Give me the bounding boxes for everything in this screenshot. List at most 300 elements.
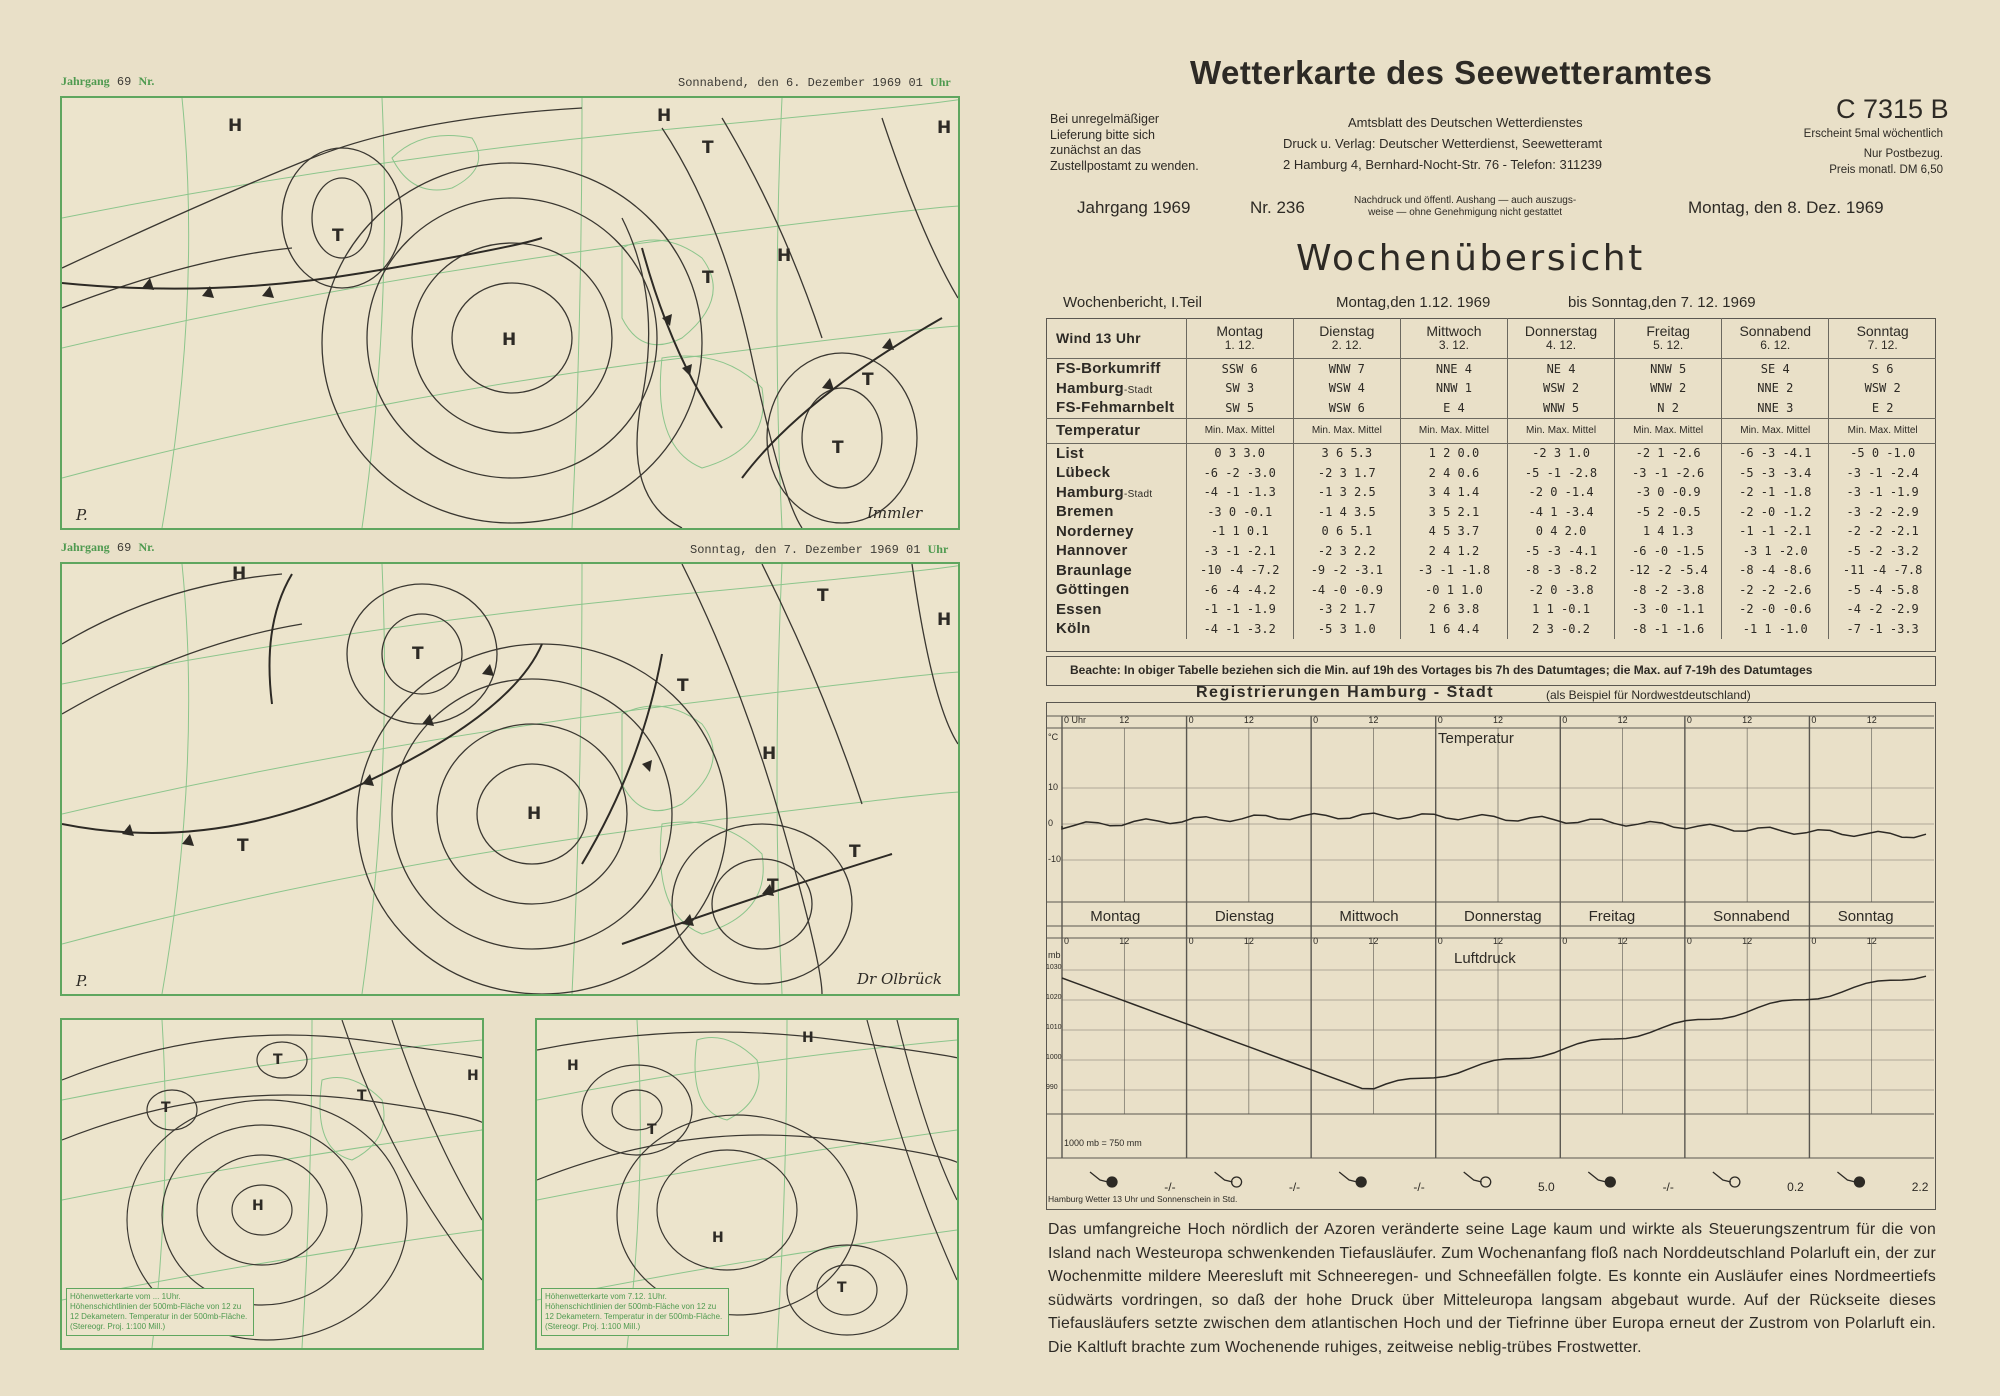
issue-date: Montag, den 8. Dez. 1969	[1688, 198, 1884, 217]
map4-low-label: T	[837, 1280, 847, 1296]
temp-value: -2 -1 -1.8	[1722, 483, 1829, 503]
day-date: 3. 12.	[1438, 338, 1469, 352]
hour-tick: 0	[1188, 936, 1194, 946]
station-suffix: -Stadt	[1123, 384, 1153, 396]
map2-date: Sonntag, den 7. Dezember 1969 01	[690, 543, 921, 557]
weather-symbol-icon	[1232, 1177, 1242, 1187]
station-name	[1046, 522, 1186, 542]
temp-subheader: Min. Max. Mittel	[1400, 418, 1507, 443]
map1-date-line	[678, 75, 951, 90]
wind-value: N 2	[1615, 398, 1722, 418]
map2-low-label: T	[412, 644, 424, 664]
hour-tick: 12	[1617, 936, 1628, 946]
station-name	[1046, 600, 1186, 620]
temperature-curve	[1062, 813, 1926, 838]
day-header	[1722, 318, 1829, 359]
weather-label: Hamburg Wetter 13 Uhr und Sonnenschein in Std.	[1048, 1194, 1238, 1204]
temp-value: -2 0 -1.4	[1507, 483, 1614, 503]
day-name: Sonnabend	[1739, 323, 1812, 339]
map1-low-label: T	[702, 268, 714, 288]
upper-air-map-2	[535, 1018, 959, 1350]
temp-value: -6 -3 -4.1	[1722, 443, 1829, 463]
reprint-note	[1354, 195, 1576, 219]
publisher-line: Amtsblatt des Deutschen Wetterdienstes	[1348, 115, 1583, 130]
weather-symbol-icon	[1854, 1177, 1864, 1187]
sunshine-value: 5.0	[1538, 1180, 1555, 1194]
temp-value: -4 -2 -2.9	[1829, 600, 1936, 620]
map1-low-label: T	[862, 370, 874, 390]
temp-value: 1 6 4.4	[1400, 619, 1507, 639]
temp-value: 2 3 -0.2	[1507, 619, 1614, 639]
map2-low-label: T	[849, 842, 861, 862]
hour-tick: 12	[1617, 715, 1628, 725]
day-date: 7. 12.	[1867, 338, 1898, 352]
station-name	[1046, 502, 1186, 522]
hour-tick: 12	[1368, 715, 1379, 725]
temp-value: -4 1 -3.4	[1507, 502, 1614, 522]
temp-header: Temperatur	[1046, 418, 1186, 443]
issue-number: Nr. 236	[1250, 198, 1305, 217]
day-header	[1186, 318, 1293, 359]
station-label: Braunlage	[1056, 561, 1133, 579]
day-date: 6. 12.	[1760, 338, 1791, 352]
temp-value: -5 2 -0.5	[1615, 502, 1722, 522]
day-header	[1400, 318, 1507, 359]
temp-row	[1046, 580, 1936, 600]
day-header	[1507, 318, 1614, 359]
pressure-tick: 1010	[1046, 1024, 1062, 1031]
map1-corner: P.	[76, 506, 88, 524]
temp-row	[1046, 541, 1936, 561]
temp-value: 2 4 0.6	[1400, 463, 1507, 483]
station-label: Hannover	[1056, 542, 1128, 560]
weather-symbol-icon	[1605, 1177, 1615, 1187]
temp-header-row	[1046, 418, 1936, 443]
map1-jahr: 69	[116, 75, 132, 89]
temp-subheader: Min. Max. Mittel	[1507, 418, 1614, 443]
pressure-tick: 1020	[1046, 994, 1062, 1001]
map2-date-line	[690, 542, 948, 557]
day-name: Sonntag	[1856, 323, 1909, 339]
wind-value: SW 5	[1186, 398, 1293, 418]
temp-value: -3 -1 -2.4	[1829, 463, 1936, 483]
map1-date: Sonnabend, den 6. Dezember 1969 01	[678, 76, 923, 90]
temp-value: -3 -2 -2.9	[1829, 502, 1936, 522]
temp-row	[1046, 443, 1936, 463]
wind-value: WSW 4	[1293, 379, 1400, 399]
temp-value: 0 3 3.0	[1186, 443, 1293, 463]
map2-high-label: H	[762, 744, 777, 764]
map3-low-label: T	[273, 1052, 283, 1068]
day-date: 4. 12.	[1546, 338, 1577, 352]
temp-subheader: Min. Max. Mittel	[1615, 418, 1722, 443]
jahrgang: Jahrgang 1969	[1077, 198, 1191, 217]
temp-value: -11 -4 -7.8	[1829, 561, 1936, 581]
map1-low-label: T	[332, 226, 344, 246]
temp-subheader: Min. Max. Mittel	[1829, 418, 1936, 443]
temp-tick: -10	[1048, 854, 1062, 864]
week-from: Montag,den 1.12. 1969	[1336, 294, 1491, 311]
wind-rows	[1046, 359, 1936, 419]
temp-row	[1046, 463, 1936, 483]
station-label: FS-Borkumriff	[1056, 360, 1161, 378]
hour-tick: 12	[1493, 936, 1504, 946]
registrierung-title: Registrierungen Hamburg - Stadt	[1196, 684, 1495, 701]
station-label: Göttingen	[1056, 581, 1130, 599]
temp-value: -2 0 -3.8	[1507, 580, 1614, 600]
pressure-tick: 990	[1046, 1084, 1058, 1091]
day-name: Mittwoch	[1426, 323, 1482, 339]
temp-value: -1 1 -1.0	[1722, 619, 1829, 639]
temp-value: -3 1 -2.0	[1722, 541, 1829, 561]
upper-air-map-1	[60, 1018, 484, 1350]
map1-low-label: T	[702, 138, 714, 158]
hour-tick: 12	[1243, 715, 1254, 725]
temp-value: -5 -1 -2.8	[1507, 463, 1614, 483]
page-title: Wetterkarte des Seewetteramtes	[1190, 54, 1713, 91]
temp-value: -5 -3 -4.1	[1507, 541, 1614, 561]
map2-signature: Dr Olbrück	[857, 970, 942, 988]
day-label: Mittwoch	[1339, 908, 1399, 925]
map2-low-label: T	[237, 836, 249, 856]
delivery-note-line: Lieferung bitte sich	[1050, 127, 1155, 142]
temp-value: 1 4 1.3	[1615, 522, 1722, 542]
temp-value: -7 -1 -3.3	[1829, 619, 1936, 639]
temp-row	[1046, 483, 1936, 503]
weather-map-dec6	[60, 96, 960, 530]
sunshine-value: 2.2	[1911, 1180, 1929, 1194]
wind-row	[1046, 359, 1936, 379]
temp-tick: 10	[1048, 782, 1059, 792]
pressure-curve	[1062, 976, 1926, 1088]
temp-rows	[1046, 443, 1936, 639]
map2-jahrgang: Jahrgang	[61, 540, 110, 554]
temp-value: -6 -4 -4.2	[1186, 580, 1293, 600]
station-name	[1046, 619, 1186, 639]
temp-subheader: Min. Max. Mittel	[1186, 418, 1293, 443]
temp-value: -3 -0 -1.1	[1615, 600, 1722, 620]
map2-high-label: H	[937, 610, 952, 630]
day-label: Donnerstag	[1464, 908, 1542, 925]
wind-value: WNW 7	[1293, 359, 1400, 379]
temp-value: -5 -2 -3.2	[1829, 541, 1936, 561]
temp-value: -5 -3 -3.4	[1722, 463, 1829, 483]
wind-value: WSW 2	[1507, 379, 1614, 399]
map1-high-label: H	[502, 330, 517, 350]
hour-tick: 12	[1493, 715, 1504, 725]
hour-tick: 0	[1686, 715, 1692, 725]
station-label: Essen	[1056, 600, 1102, 618]
station-name	[1046, 463, 1186, 483]
day-label: Sonntag	[1837, 908, 1894, 925]
hour-tick: 12	[1866, 936, 1877, 946]
map2-nr: Nr.	[138, 540, 155, 554]
temp-value: -8 -1 -1.6	[1615, 619, 1722, 639]
wind-row	[1046, 398, 1936, 418]
temp-value: -8 -3 -8.2	[1507, 561, 1614, 581]
temp-value: -3 0 -0.9	[1615, 483, 1722, 503]
subscription-line: Nur Postbezug.	[1863, 148, 1943, 160]
map1-low-label: T	[832, 438, 844, 458]
station-label: Hamburg	[1056, 483, 1124, 501]
delivery-note-line: Bei unregelmäßiger	[1050, 112, 1160, 126]
map2-uhr: Uhr	[927, 542, 949, 556]
weather-symbol-icon	[1730, 1177, 1740, 1187]
station-name	[1046, 443, 1186, 463]
day-date: 5. 12.	[1653, 338, 1684, 352]
temp-value: -3 2 1.7	[1293, 600, 1400, 620]
temp-value: 0 6 5.1	[1293, 522, 1400, 542]
hour-tick: 0	[1562, 715, 1568, 725]
pressure-tick: 1030	[1046, 964, 1062, 971]
temp-tick: 0	[1048, 818, 1054, 828]
map1-uhr: Uhr	[930, 75, 951, 89]
station-name	[1046, 580, 1186, 600]
delivery-note	[1050, 112, 1199, 174]
day-label: Freitag	[1588, 908, 1636, 925]
publisher-line: Druck u. Verlag: Deutscher Wetterdienst, Seewetteramt	[1283, 136, 1603, 151]
weather-symbols	[1090, 1172, 1864, 1187]
temp-value: -2 -0 -1.2	[1722, 502, 1829, 522]
temp-value: 4 5 3.7	[1400, 522, 1507, 542]
publication-code: C 7315 B	[1836, 94, 1949, 124]
week-title: Wochenübersicht	[1296, 238, 1645, 279]
temp-value: 3 4 1.4	[1400, 483, 1507, 503]
hour-tick: 0	[1811, 936, 1817, 946]
temp-value: -3 0 -0.1	[1186, 502, 1293, 522]
station-label: List	[1056, 444, 1084, 462]
temp-value: -1 3 2.5	[1293, 483, 1400, 503]
temp-value: -6 -2 -3.0	[1186, 463, 1293, 483]
map1-header	[61, 74, 154, 89]
temp-value: 3 5 2.1	[1400, 502, 1507, 522]
wind-value: WNW 2	[1615, 379, 1722, 399]
map4-high-label: H	[567, 1058, 579, 1074]
day-header	[1615, 318, 1722, 359]
wind-value: E 2	[1829, 398, 1936, 418]
delivery-note-line: zunächst an das	[1050, 143, 1142, 157]
hour-tick: 0	[1811, 715, 1817, 725]
wind-value: S 6	[1829, 359, 1936, 379]
temp-value: -8 -4 -8.6	[1722, 561, 1829, 581]
temp-value: -5 0 -1.0	[1829, 443, 1936, 463]
station-name	[1046, 483, 1186, 503]
hour-tick: 0 Uhr	[1064, 715, 1087, 725]
sunshine-value: -/-	[1662, 1180, 1674, 1194]
temp-chart-label: Temperatur	[1438, 730, 1514, 747]
day-name: Dienstag	[1319, 323, 1375, 339]
map2-corner: P.	[76, 972, 88, 990]
temp-row	[1046, 522, 1936, 542]
delivery-note-line: Zustellpostamt zu wenden.	[1050, 158, 1199, 173]
wind-value: NNW 1	[1400, 379, 1507, 399]
day-label: Montag	[1090, 908, 1141, 925]
temp-value: -2 -0 -0.6	[1722, 600, 1829, 620]
wind-value: NNE 4	[1400, 359, 1507, 379]
hour-tick: 12	[1742, 936, 1753, 946]
pressure-note: 1000 mb = 750 mm	[1064, 1138, 1142, 1148]
temp-value: 2 6 3.8	[1400, 600, 1507, 620]
temp-value: -9 -2 -3.1	[1293, 561, 1400, 581]
map1-high-label: H	[657, 106, 672, 126]
map1-high-label: H	[937, 118, 952, 138]
station-name	[1046, 398, 1186, 418]
temp-value: -1 1 0.1	[1186, 522, 1293, 542]
map4-legend: Höhenwetterkarte vom 7.12. 1Uhr. Höhenschichtlinien der 500mb-Fläche von 12 zu 12 Dekametern. Temperatur in der 500mb-Fläche. (Stereogr. Proj. 1:100 Mill.)	[541, 1288, 729, 1336]
map3-high-label: H	[467, 1068, 479, 1084]
temp-row	[1046, 619, 1936, 639]
hour-tick: 12	[1742, 715, 1753, 725]
temp-value: 2 4 1.2	[1400, 541, 1507, 561]
map2-header	[61, 540, 154, 555]
wind-value: NE 4	[1507, 359, 1614, 379]
station-label: Köln	[1056, 620, 1091, 638]
station-name	[1046, 359, 1186, 379]
temp-value: 1 1 -0.1	[1507, 600, 1614, 620]
wind-header: Wind 13 Uhr	[1056, 330, 1141, 346]
temp-value: -0 1 1.0	[1400, 580, 1507, 600]
temp-value: 0 4 2.0	[1507, 522, 1614, 542]
temp-value: -3 -1 -1.9	[1829, 483, 1936, 503]
temp-value: -2 -2 -2.1	[1829, 522, 1936, 542]
weekly-summary-text: Das umfangreiche Hoch nördlich der Azoren veränderte seine Lage kaum und wirkte als Steuerungszentrum für die von Island nach Westeuropa schwenkenden Tiefausläufer. Zum Wochenanfang floß nach Norddeutschland Polarluft ein, der zur Wochenmitte mildere Meeresluft mit Schneeregen- und Schneefällen folgte. Es konnte ein Ausläufer eines Nordmeertiefs südwärts vordringen, so daß der hohe Druck über Mitteleuropa langsam abgebaut wurde. Auf der Rückseite dieses Tiefausläufers setzte zwischen dem atlantischen Hoch und der Tiefrinne über Europa erneut der Zustrom von Polarluft ein. Die Kaltluft brachte zum Wochenende ruhiges, zeitweise neblig-trübes Frostwetter.	[1048, 1221, 1936, 1356]
temp-value: -3 -1 -1.8	[1400, 561, 1507, 581]
day-name: Montag	[1216, 323, 1264, 339]
map2-low-label: T	[767, 876, 779, 896]
station-label: FS-Fehmarnbelt	[1056, 399, 1175, 417]
temp-value: -2 3 2.2	[1293, 541, 1400, 561]
map3-low-label: T	[357, 1088, 367, 1104]
temp-row	[1046, 502, 1936, 522]
hour-tick: 12	[1368, 936, 1379, 946]
table-header-row	[1046, 318, 1936, 359]
pressure-unit: mb	[1048, 950, 1061, 960]
map4-low-label: T	[647, 1122, 657, 1138]
hour-tick: 12	[1119, 936, 1130, 946]
hour-tick: 0	[1313, 936, 1319, 946]
temp-value: -8 -2 -3.8	[1615, 580, 1722, 600]
temp-value: -2 3 1.0	[1507, 443, 1614, 463]
wind-value: WSW 2	[1829, 379, 1936, 399]
map1-high-label: H	[777, 246, 792, 266]
subscription-line: Erscheint 5mal wöchentlich	[1803, 128, 1943, 140]
station-label: Lübeck	[1056, 464, 1111, 482]
hour-tick: 0	[1562, 936, 1568, 946]
temp-value: -1 -1 -2.1	[1722, 522, 1829, 542]
hour-tick: 12	[1119, 715, 1130, 725]
weather-symbol-icon	[1107, 1177, 1117, 1187]
wind-value: SE 4	[1722, 359, 1829, 379]
temp-subheader: Min. Max. Mittel	[1293, 418, 1400, 443]
temp-value: -5 -4 -5.8	[1829, 580, 1936, 600]
hour-tick: 12	[1243, 936, 1254, 946]
weather-table	[1046, 318, 1936, 639]
map2-low-label: T	[677, 676, 689, 696]
station-name	[1046, 561, 1186, 581]
hour-tick: 0	[1686, 936, 1692, 946]
map1-drawing	[62, 98, 958, 528]
week-to: bis Sonntag,den 7. 12. 1969	[1568, 294, 1756, 311]
station-label: Hamburg	[1056, 379, 1124, 397]
temp-value: -4 -0 -0.9	[1293, 580, 1400, 600]
temp-subheader: Min. Max. Mittel	[1722, 418, 1829, 443]
table-note: Beachte: In obiger Tabelle beziehen sich die Min. auf 19h des Vortages bis 7h des Datumtages; die Max. auf 7-19h des Datumtages	[1070, 663, 1813, 677]
temp-value: -10 -4 -7.2	[1186, 561, 1293, 581]
day-header	[1293, 318, 1400, 359]
day-label: Sonnabend	[1713, 908, 1790, 925]
pressure-tick: 1000	[1046, 1054, 1062, 1061]
temp-value: -1 -1 -1.9	[1186, 600, 1293, 620]
publisher-line: 2 Hamburg 4, Bernhard-Nocht-Str. 76 - Telefon: 311239	[1283, 157, 1602, 172]
temp-row	[1046, 561, 1936, 581]
map2-low-label: T	[817, 586, 829, 606]
day-header	[1829, 318, 1936, 359]
subscription-line: Preis monatl. DM 6,50	[1829, 164, 1943, 176]
temp-value: -2 3 1.7	[1293, 463, 1400, 483]
temp-value: -2 -2 -2.6	[1722, 580, 1829, 600]
temp-value: -12 -2 -5.4	[1615, 561, 1722, 581]
weather-map-dec7	[60, 562, 960, 996]
hour-tick: 0	[1188, 715, 1194, 725]
map1-high-label: H	[228, 116, 243, 136]
temp-value: 1 2 0.0	[1400, 443, 1507, 463]
day-date: 1. 12.	[1224, 338, 1255, 352]
map1-signature: Immler	[867, 504, 923, 522]
publisher-info	[1283, 112, 1602, 175]
hour-tick: 0	[1313, 715, 1319, 725]
map1-nr: Nr.	[138, 74, 155, 88]
day-name: Freitag	[1646, 323, 1690, 339]
day-name: Donnerstag	[1524, 323, 1598, 339]
map2-high-label: H	[232, 564, 247, 584]
wind-value: SW 3	[1186, 379, 1293, 399]
sunshine-value: 0.2	[1787, 1180, 1804, 1194]
map3-legend: Höhenwetterkarte vom ... 1Uhr. Höhenschichtlinien der 500mb-Fläche von 12 zu 12 Dekametern. Temperatur in der 500mb-Fläche. (Stereogr. Proj. 1:100 Mill.)	[66, 1288, 254, 1336]
subscription-info	[1770, 126, 1943, 178]
temp-value: -4 -1 -3.2	[1186, 619, 1293, 639]
wind-value: SSW 6	[1186, 359, 1293, 379]
temp-value: 3 6 5.3	[1293, 443, 1400, 463]
temp-row	[1046, 600, 1936, 620]
map1-jahrgang: Jahrgang	[61, 74, 110, 88]
registrierung-subtitle: (als Beispiel für Nordwestdeutschland)	[1546, 688, 1751, 702]
station-name	[1046, 379, 1186, 399]
day-date: 2. 12.	[1331, 338, 1362, 352]
map3-low-label: T	[161, 1100, 171, 1116]
reprint-line: weise — ohne Genehmigung nicht gestattet	[1368, 207, 1563, 218]
weather-symbol-icon	[1356, 1177, 1366, 1187]
reprint-line: Nachdruck und öffentl. Aushang — auch auszugs-	[1354, 195, 1577, 206]
hour-tick: 12	[1866, 715, 1877, 725]
temp-unit: °C	[1048, 732, 1059, 742]
wind-row	[1046, 379, 1936, 399]
pressure-chart-label: Luftdruck	[1454, 950, 1516, 967]
sunshine-value: -/-	[1288, 1180, 1301, 1194]
temp-value: -4 -1 -1.3	[1186, 483, 1293, 503]
station-name	[1046, 541, 1186, 561]
hour-tick: 0	[1437, 936, 1443, 946]
sunshine-value: -/-	[1413, 1180, 1425, 1194]
map2-drawing	[62, 564, 958, 994]
temp-value: -3 -1 -2.1	[1186, 541, 1293, 561]
map2-jahr: 69	[116, 541, 132, 555]
temp-value: -1 4 3.5	[1293, 502, 1400, 522]
temp-value: -2 1 -2.6	[1615, 443, 1722, 463]
map4-high-label: H	[802, 1030, 814, 1046]
station-suffix: -Stadt	[1123, 488, 1153, 500]
sunshine-value: -/-	[1164, 1180, 1176, 1194]
wind-value: NNE 2	[1722, 379, 1829, 399]
